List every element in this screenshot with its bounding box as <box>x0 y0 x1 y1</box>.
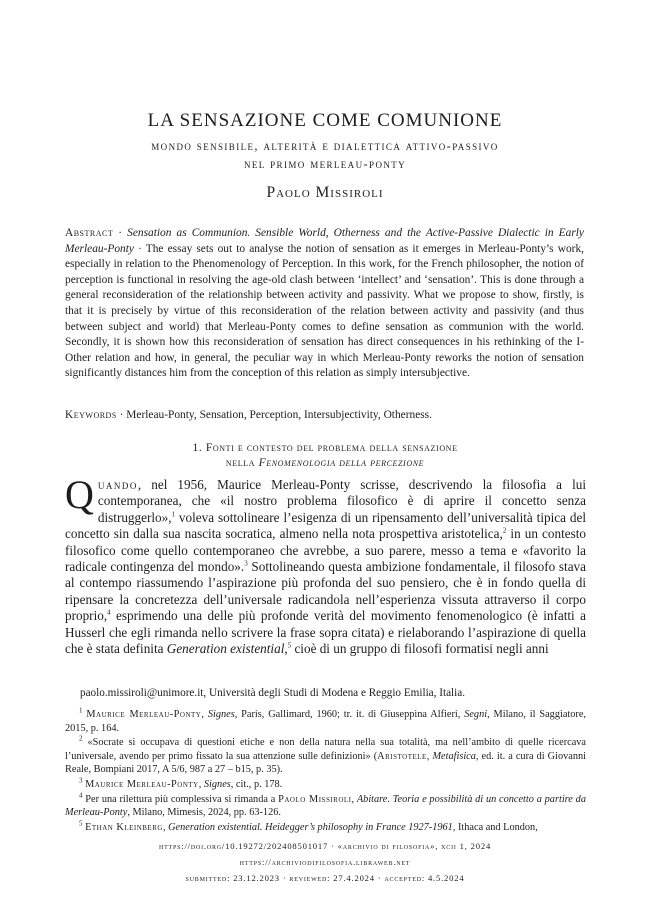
footnote-2: $^2$ «Socrate si occupava di questioni etiche e non della natura nella sua totalità, ma nell’ambito di quelle ricercava l’universale, avendo per primo fissato la sua attenzione sulle definizioni» (Aristotele, Metafisica, ed. it. a cura di Giovanni Reale, Bompiani 2017, A 5/6, 987 a 27 – b15, p. 35). <box>65 734 587 776</box>
footnote-ref-4[interactable]: 4 <box>107 608 111 617</box>
author-name: Paolo Missiroli <box>266 184 384 201</box>
body-text: Quando, nel 1956, Maurice Merleau-Ponty scrisse, descrivendo la filosofia a lui contemporanea, che «il nostro problema filosofico è di aprire il concetto senza distruggerlo»,$^1$ voleva sottolineare l’esigenza di un ripensamento dell’universalità tipica del concetto sin dalla sua nascita socratica, almeno nella nota prospettiva aristotelica,$^2$ in un contesto filosofico come quello contemporaneo che avrebbe, a suo parere, messo a tema e «favorito la radicale contingenza del mondo».$^3$ Sottolineando questa ambizione fondamentale, il filosofo stava al contempo riassumendo l’aspirazione più profonda del suo pensiero, che è in fondo quella di ripensare la concretezza dell’universale radicandola nell’esperienza vissuta attraverso il corpo proprio,$^4$ esprimendo una delle più profonde verità del movimento fenomenologico (è infatti a Husserl che egli rimanda nello scrivere la frase sopra citata) e rielaborando l’aspirazione di quella che è stata definita Generation existential,$^5$ cioè di un gruppo di filosofi formatisi negli anni <box>65 472 586 657</box>
keywords-text: Merleau-Ponty, Sensation, Perception, Intersubjectivity, Otherness. <box>126 409 432 421</box>
footer-doi-line[interactable]: https://doi.org/10.19272/202408501017 · «archivio di filosofia», xcii 1, 2024 <box>158 841 492 851</box>
section-heading <box>0 440 650 470</box>
keywords: Keywords · Merleau-Ponty, Sensation, Perception, Intersubjectivity, Otherness. <box>65 409 432 421</box>
footer-website-link[interactable]: https://archiviodifilosofia.libraweb.net <box>239 857 411 867</box>
footnote-1: $^1$ Maurice Merleau-Ponty, Signes, Paris, Gallimard, 1960; tr. it. di Giuseppina Alfieri, Segni, Milano, il Saggiatore, 2015, p. 164. <box>65 706 586 734</box>
drop-cap: Q <box>65 472 94 517</box>
subtitle-line-2: nel primo merleau-ponty <box>243 157 407 171</box>
section-heading-line-2: nella Fenomenologia della percezione <box>225 456 425 469</box>
footnote-3: $^3$ Maurice Merleau-Ponty, Signes, cit., p. 178. <box>79 776 283 790</box>
abstract-label: Abstract <box>65 227 114 239</box>
subtitle-line-1: mondo sensibile, alterità e dialettica attivo-passivo <box>151 139 499 153</box>
footnote-ref-1[interactable]: 1 <box>171 510 176 519</box>
footnote-ref-3[interactable]: 3 <box>244 559 248 568</box>
section-heading-italic: Fenomenologia della percezione <box>258 456 425 469</box>
footnote-4: $^4$ Per una rilettura più complessiva si rimanda a Paolo Missiroli, Abitare. Teoria e possibilità di un concetto a partire da Merleau-Ponty, Milano, Mimesis, 2024, pp. 63-126. <box>65 791 586 819</box>
lead-word: uando <box>97 477 138 492</box>
footnote-ref-5[interactable]: 5 <box>287 641 292 650</box>
section-heading-line-1: 1. Fonti e contesto del problema della sensazione <box>192 441 458 454</box>
footnote-ref-2[interactable]: 2 <box>502 526 507 535</box>
abstract-text: The essay sets out to analyse the notion of sensation as it emerges in Merleau-Ponty’s work, especially in relation to the Phenomenology of Perception. In this work, for the French philosopher, the notion of perception is functional in resolving the age-old clash between ‘intellect’ and ‘sensation’. This is done through a general reconsideration of the relationship between activity and passivity. What we propose to show, firstly, is that it is precisely by virtue of this reconsideration of the relation between activity and passivity (and thus between subject and world) that Merleau-Ponty comes to define sensation as communion with the world. Secondly, it is shown how this reconsideration of sensation has direct consequences in his rethinking of the I-Other relation and how, in general, the peculiar way in which Merleau-Ponty reworks the notion of sensation significantly distances him from the conception of this relation as simply intersubjective. <box>65 242 584 380</box>
keywords-label: Keywords <box>65 409 117 421</box>
footer-dates-line: submitted: 23.12.2023 · reviewed: 27.4.2024 · accepted: 4.5.2024 <box>185 873 465 883</box>
article-title: LA SENSAZIONE COME COMUNIONE <box>147 110 503 131</box>
article-subtitle <box>0 137 650 173</box>
author-affiliation: paolo.missiroli@unimore.it, Università degli Studi di Modena e Reggio Emilia, Italia. <box>80 687 466 699</box>
footnotes <box>65 708 586 835</box>
abstract-title: Sensation as Communion. Sensible World, Otherness and the Active-Passive Dialectic in Early Merleau-Ponty <box>65 227 584 255</box>
abstract: Abstract · Sensation as Communion. Sensible World, Otherness and the Active-Passive Dialectic in Early Merleau-Ponty · The essay sets out to analyse the notion of sensation as it emerges in Merleau-Ponty’s work, especially in relation to the Phenomenology of Perception. In this work, for the French philosopher, the notion of perception is functional in resolving the age-old clash between ‘intellect’ and ‘sensation’. This is done through a general reconsideration of the relationship between activity and passivity. What we propose to show, firstly, is that it is precisely by virtue of this reconsideration of the relation between activity and passivity (and thus between subject and world) that Merleau-Ponty comes to define sensation as communion with the world. Secondly, it is shown how this reconsideration of sensation has direct consequences in his rethinking of the I-Other relation and how, in general, the peculiar way in which Merleau-Ponty reworks the notion of sensation significantly distances him from the conception of this relation as simply intersubjective. <box>65 227 584 380</box>
footnote-5: $^5$ Ethan Kleinberg, Generation existential. Heidegger’s philosophy in France 1927-1961, Ithaca and London, <box>79 819 538 833</box>
